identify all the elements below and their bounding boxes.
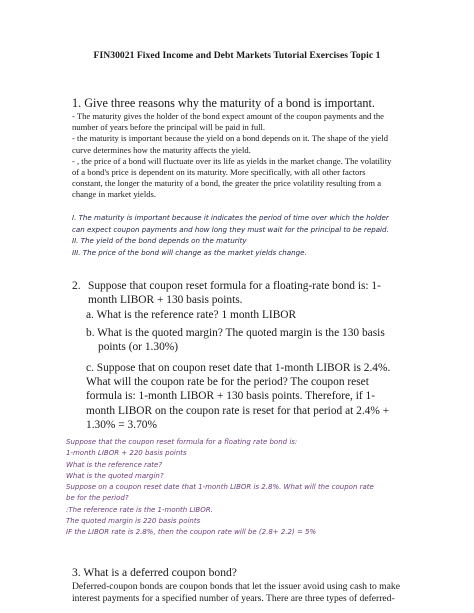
note-line: IF the LIBOR rate is 2.8%, then the coupon rate will be (2.8+ 2.2) = 5% [66,528,317,537]
note-line: II. The yield of the bond depends on the maturity [72,236,247,246]
document-title: FIN30021 Fixed Income and Debt Markets Tutorial Exercises Topic 1 [93,50,381,61]
sub-answer-line: a. What is the reference rate? 1 month LIBOR [86,309,297,321]
answer-line: - The maturity gives the holder of the bond expect amount of the coupon payments and the [72,111,384,121]
note-line: 1-month LIBOR + 220 basis points [66,449,187,458]
note-line: The quoted margin is 220 basis points [66,517,201,526]
answer-line: Deferred-coupon bonds are coupon bonds that let the issuer avoid using cash to make [72,581,400,592]
note-line: Suppose that the coupon reset formula for a floating rate bond is: [66,438,298,446]
answer-line: interest payments for a specified number of years. There are three types of deferred- [72,593,395,605]
question-1-answer [72,111,404,201]
sub-answer-line: b. What is the quoted margin? The quoted margin is the 130 basis [86,327,385,339]
answer-line: - the maturity is important because the yield on a bond depends on it. The shape of the yield [72,133,389,144]
note-line: be for the period? [66,494,129,503]
answer-line: number of years before the principal will be paid in full. [72,122,266,133]
note-line: What is the quoted margin? [66,471,164,480]
question-3-answer [72,581,422,605]
sub-answer-line: points (or 1.30%) [98,341,179,354]
question-2a [86,308,406,322]
question-2-heading [72,279,392,307]
answer-line: of a bond's price is dependent on its maturity. More specifically, with all other factors [72,167,366,178]
question-2b [86,326,406,354]
note-line: :The reference rate is the 1-month LIBOR. [66,505,213,514]
note-line: Suppose on a coupon reset date that 1-month LIBOR is 2.8%. What will the coupon rate [66,483,374,492]
question-number: 2. [72,280,81,292]
answer-line: curve determines how the maturity affects the yield. [72,144,251,155]
sub-answer-line: 1.30% = 3.70% [86,418,157,431]
answer-line: change in market yields. [72,189,156,200]
note-line: can expect coupon payments and how long they must wait for the principal to be repaid. [72,224,389,234]
question-text: Suppose that coupon reset formula for a floating-rate bond is: 1-month LIBOR + 130 basis points. [88,280,381,307]
question-1-heading: 1. Give three reasons why the maturity of a bond is important. [72,96,375,110]
sub-answer-line: What will the coupon rate be for the period? The coupon reset [86,376,369,389]
question-3-heading: 3. What is a deferred coupon bond? [72,566,237,579]
sub-answer-line: c. Suppose that on coupon reset date that 1-month LIBOR is 2.4%. [86,362,391,374]
question-2c [86,361,406,432]
note-line: What is the reference rate? [66,460,163,469]
note-line: III. The price of the bond will change as the market yields change. [72,247,307,257]
sub-answer-line: formula is: 1-month LIBOR + 130 basis points. Therefore, if 1- [86,390,376,403]
sub-answer-line: month LIBOR on the coupon rate is reset for that period at 2.4% + [86,404,390,417]
note-line: I. The maturity is important because it indicates the period of time over which the holder [72,213,389,222]
answer-line: - , the price of a bond will fluctuate over its life as yields in the market change. The volatility [72,155,392,166]
question-2-handwritten-notes [66,437,426,539]
answer-line: constant, the longer the maturity of a bond, the greater the price volatility resulting from a [72,178,382,189]
question-1-handwritten-notes [72,212,417,258]
